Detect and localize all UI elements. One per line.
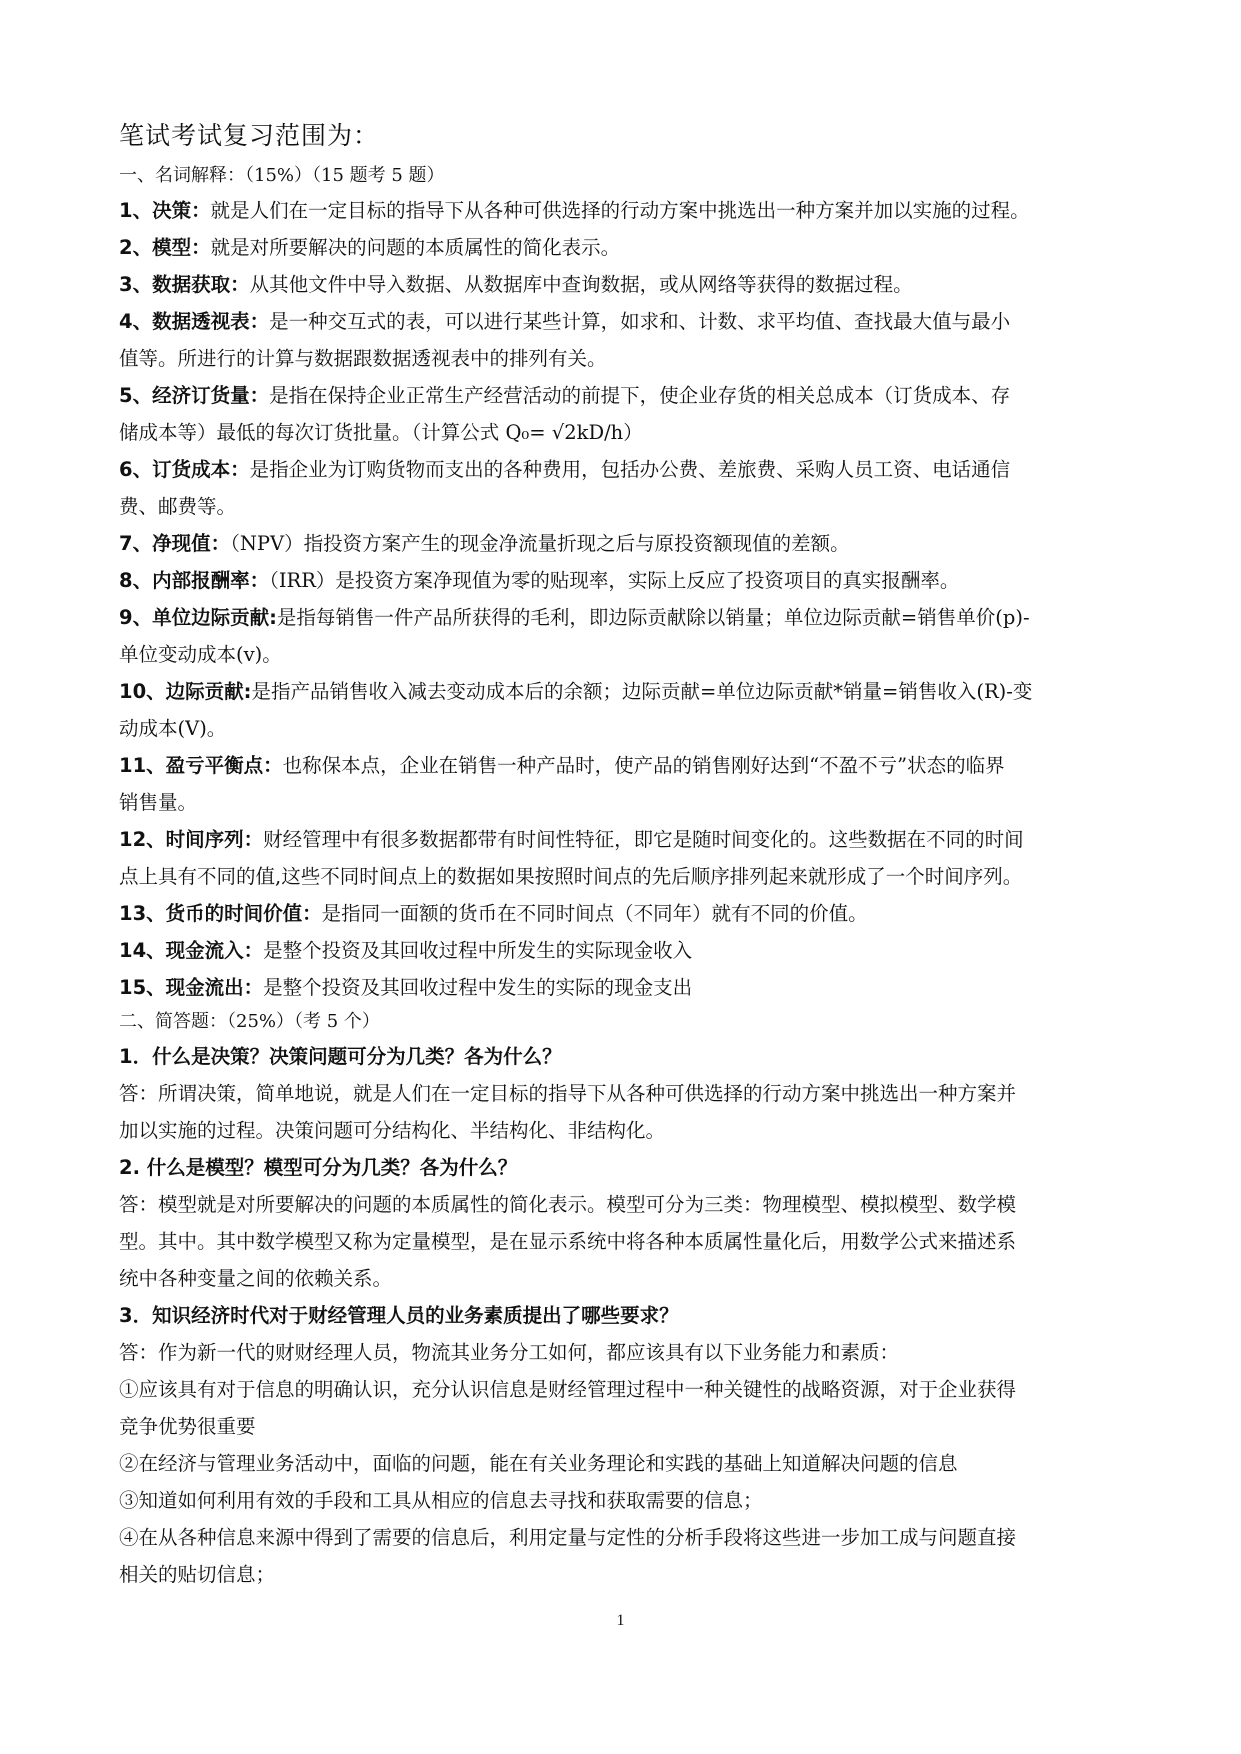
definition-continuation: 销售量。 — [119, 791, 198, 814]
answer-line: 统中各种变量之间的依赖关系。 — [119, 1267, 393, 1290]
question-block — [119, 1149, 1131, 1297]
definition-term: 6、订货成本： — [119, 458, 250, 481]
definition-first-line — [119, 229, 1131, 266]
definition-item — [119, 821, 1131, 895]
definition-term: 12、时间序列： — [119, 828, 264, 851]
definition-first-line — [119, 821, 1131, 858]
definition-text: 是指在保持企业正常生产经营活动的前提下，使企业存货的相关总成本（订货成本、存 — [269, 384, 1011, 407]
definition-item — [119, 969, 1131, 1006]
definition-term: 7、净现值： — [119, 532, 231, 555]
definition-item — [119, 747, 1131, 821]
definition-item — [119, 192, 1131, 229]
definition-term: 10、边际贡献: — [119, 680, 252, 703]
definition-first-line — [119, 895, 1131, 932]
definition-text: 是指每销售一件产品所获得的毛利，即边际贡献除以销量；单位边际贡献=销售单价(p)- — [276, 606, 1030, 629]
answer-line: 加以实施的过程。决策问题可分结构化、半结构化、非结构化。 — [119, 1119, 666, 1142]
definition-term: 2、模型： — [119, 236, 211, 259]
page-title: 笔试考试复习范围为： — [119, 121, 380, 150]
answer-line: ②在经济与管理业务活动中，面临的问题，能在有关业务理论和实践的基础上知道解决问题的信息 — [119, 1452, 958, 1475]
definition-item — [119, 229, 1131, 266]
definition-item — [119, 377, 1131, 451]
definition-item — [119, 266, 1131, 303]
definition-first-line — [119, 451, 1131, 488]
definition-item — [119, 451, 1131, 525]
definitions-list — [119, 192, 1131, 1006]
definition-text: 是指同一面额的货币在不同时间点（不同年）就有不同的价值。 — [321, 902, 868, 925]
definition-first-line — [119, 303, 1131, 340]
definition-first-line — [119, 969, 1131, 1006]
definition-text: 就是对所要解决的问题的本质属性的简化表示。 — [210, 236, 621, 259]
definition-term: 8、内部报酬率： — [119, 569, 270, 592]
definition-text: 是指产品销售收入减去变动成本后的余额；边际贡献=单位边际贡献*销量=销售收入(R)-变 — [251, 680, 1033, 703]
definition-item — [119, 303, 1131, 377]
definition-text: 是整个投资及其回收过程中所发生的实际现金收入 — [263, 939, 693, 962]
definition-item — [119, 562, 1131, 599]
definition-continuation: 储成本等）最低的每次订货批量。（计算公式 Q₀= √2kD/h） — [119, 421, 643, 444]
definition-first-line — [119, 562, 1131, 599]
answer-line: 相关的贴切信息； — [119, 1563, 276, 1586]
questions-list — [119, 1038, 1131, 1593]
definition-first-line — [119, 747, 1131, 784]
answer-line: 竞争优势很重要 — [119, 1415, 256, 1438]
definition-first-line — [119, 599, 1131, 636]
definition-item — [119, 895, 1131, 932]
definition-term: 4、数据透视表： — [119, 310, 270, 333]
document-page — [119, 118, 1131, 1593]
definition-item — [119, 525, 1131, 562]
definition-text: 也称保本点，企业在销售一种产品时，使产品的销售刚好达到“不盈不亏”状态的临界 — [282, 754, 1005, 777]
definition-term: 9、单位边际贡献: — [119, 606, 277, 629]
section-heading-short-answer: 二、简答题：（25%）（考 5 个） — [119, 1011, 380, 1032]
section-heading-definitions: 一、名词解释：（15%）（15 题考 5 题） — [119, 165, 445, 186]
definition-term: 5、经济订货量： — [119, 384, 270, 407]
definition-item — [119, 673, 1131, 747]
question-block — [119, 1038, 1131, 1149]
definition-first-line — [119, 377, 1131, 414]
definition-text: 是指企业为订购货物而支出的各种费用，包括办公费、差旅费、采购人员工资、电话通信 — [249, 458, 1011, 481]
definition-continuation: 单位变动成本(v)。 — [119, 643, 282, 666]
definition-text: 是整个投资及其回收过程中发生的实际的现金支出 — [263, 976, 693, 999]
question-heading: 3．知识经济时代对于财经管理人员的业务素质提出了哪些要求？ — [119, 1304, 679, 1327]
definition-item — [119, 599, 1131, 673]
answer-text — [119, 1075, 1131, 1149]
definition-text: 就是人们在一定目标的指导下从各种可供选择的行动方案中挑选出一种方案并加以实施的过程。 — [210, 199, 1030, 222]
answer-line: ③知道如何利用有效的手段和工具从相应的信息去寻找和获取需要的信息； — [119, 1489, 763, 1512]
definition-term: 3、数据获取： — [119, 273, 250, 296]
answer-line: ①应该具有对于信息的明确认识，充分认识信息是财经管理过程中一种关键性的战略资源，对于企业获得 — [119, 1378, 1017, 1401]
definition-text: （NPV）指投资方案产生的现金净流量折现之后与原投资额现值的差额。 — [230, 532, 850, 555]
definition-text: （IRR）是投资方案净现值为零的贴现率，实际上反应了投资项目的真实报酬率。 — [269, 569, 960, 592]
definition-item — [119, 932, 1131, 969]
question-heading: 1．什么是决策？决策问题可分为几类？各为什么？ — [119, 1045, 562, 1068]
definition-text: 从其他文件中导入数据、从数据库中查询数据，或从网络等获得的数据过程。 — [249, 273, 913, 296]
definition-first-line — [119, 525, 1131, 562]
answer-line: 答：作为新一代的财财经理人员，物流其业务分工如何，都应该具有以下业务能力和素质： — [119, 1341, 900, 1364]
definition-first-line — [119, 932, 1131, 969]
answer-line: 型。其中。其中数学模型又称为定量模型，是在显示系统中将各种本质属性量化后，用数学公式来描述系 — [119, 1230, 1017, 1253]
answer-text — [119, 1334, 1131, 1593]
definition-term: 14、现金流入： — [119, 939, 264, 962]
definition-continuation: 值等。所进行的计算与数据跟数据透视表中的排列有关。 — [119, 347, 607, 370]
question-heading: 2. 什么是模型？模型可分为几类？各为什么？ — [119, 1156, 518, 1179]
definition-first-line — [119, 266, 1131, 303]
definition-continuation: 费、邮费等。 — [119, 495, 237, 518]
definition-continuation: 动成本(V)。 — [119, 717, 227, 740]
answer-text — [119, 1186, 1131, 1297]
definition-continuation: 点上具有不同的值,这些不同时间点上的数据如果按照时间点的先后顺序排列起来就形成了一个时间序列。 — [119, 865, 1023, 888]
definition-text: 财经管理中有很多数据都带有时间性特征，即它是随时间变化的。这些数据在不同的时间 — [263, 828, 1024, 851]
definition-first-line — [119, 673, 1131, 710]
definition-term: 1、决策： — [119, 199, 211, 222]
definition-first-line — [119, 192, 1131, 229]
definition-term: 13、货币的时间价值： — [119, 902, 322, 925]
definition-term: 15、现金流出： — [119, 976, 264, 999]
page-number: 1 — [616, 1612, 625, 1629]
answer-line: ④在从各种信息来源中得到了需要的信息后，利用定量与定性的分析手段将这些进一步加工成与问题直接 — [119, 1526, 1017, 1549]
definition-term: 11、盈亏平衡点： — [119, 754, 283, 777]
question-block — [119, 1297, 1131, 1593]
answer-line: 答：所谓决策，简单地说，就是人们在一定目标的指导下从各种可供选择的行动方案中挑选出一种方案并 — [119, 1082, 1017, 1105]
definition-text: 是一种交互式的表，可以进行某些计算，如求和、计数、求平均值、查找最大值与最小 — [269, 310, 1011, 333]
answer-line: 答：模型就是对所要解决的问题的本质属性的简化表示。模型可分为三类：物理模型、模拟模型、数学模 — [119, 1193, 1017, 1216]
